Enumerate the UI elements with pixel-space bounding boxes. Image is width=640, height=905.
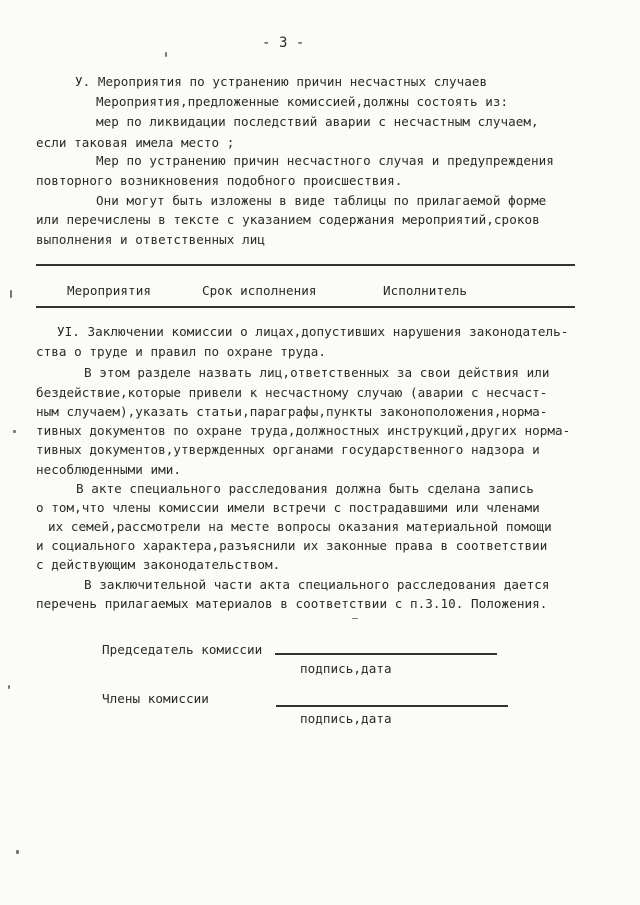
section-5-line: Мер по устранению причин несчастного случая и предупреждения [96,153,554,168]
scan-speck [10,290,12,298]
section-6-line: о том,что члены комиссии имели встречи с пострадавшими или членами [36,500,540,515]
section-6-line: В акте специального расследования должна быть сделана запись [76,481,534,496]
members-caption: подпись,дата [300,711,392,726]
section-5-line: Мероприятия,предложенные комиссией,должны состоять из: [96,94,509,109]
page-number: - 3 - [262,35,305,51]
table-header-measures: Мероприятия [67,283,151,298]
chairman-label: Председатель комиссии [102,642,263,657]
section-5-line: повторного возникновения подобного происшествия. [36,173,403,188]
section-5-line: выполнения и ответственных лиц [36,232,265,247]
section-6-line: бездействие,которые привели к несчастному случаю (аварии с несчаст- [36,385,548,400]
section-6-line: тивных документов,утвержденных органами государственного надзора и [36,442,540,457]
table-header-executor: Исполнитель [383,283,467,298]
section-6-line: с действующим законодательством. [36,557,281,572]
section-6-line: В этом разделе назвать лиц,ответственных за свои действия или [84,365,550,380]
section-6-line: несоблюденными ими. [36,462,182,477]
section-6-line: их семей,рассмотрели на месте вопросы оказания материальной помощи [48,519,552,534]
section-5-heading: У. Мероприятия по устранению причин несчастных случаев [75,74,488,89]
scan-speck [352,618,358,619]
section-5-line: или перечислены в тексте с указанием содержания мероприятий,сроков [36,212,540,227]
members-signature-line [276,705,508,707]
section-6-line: ства о труде и правил по охране труда. [36,344,327,359]
section-6-heading: УI. Заключении комиссии о лицах,допустивших нарушения законодатель- [57,324,569,339]
section-5-line: мер по ликвидации последствий аварии с несчастным случаем, [96,114,539,129]
table-top-rule [36,264,575,266]
section-6-line: ным случаем),указать статьи,параграфы,пункты законоположения,норма- [36,404,548,419]
chairman-signature-line [275,653,497,655]
chairman-caption: подпись,дата [300,661,392,676]
scan-speck [13,430,16,433]
members-label: Члены комиссии [102,691,209,706]
section-6-line: перечень прилагаемых материалов в соответствии с п.3.10. Положения. [36,596,548,611]
section-6-line: В заключительной части акта специального расследования дается [84,577,550,592]
table-bottom-rule [36,306,575,308]
section-5-line: если таковая имела место ; [36,135,235,150]
table-header-deadline: Срок исполнения [202,283,317,298]
section-6-line: тивных документов по охране труда,должностных инструкций,других норма- [36,423,571,438]
scan-speck [16,850,19,854]
section-5-line: Они могут быть изложены в виде таблицы по прилагаемой форме [96,193,547,208]
section-6-line: и социального характера,разъяснили их законные права в соответствии [36,538,548,553]
scan-speck [165,52,167,57]
scan-speck [8,685,10,689]
